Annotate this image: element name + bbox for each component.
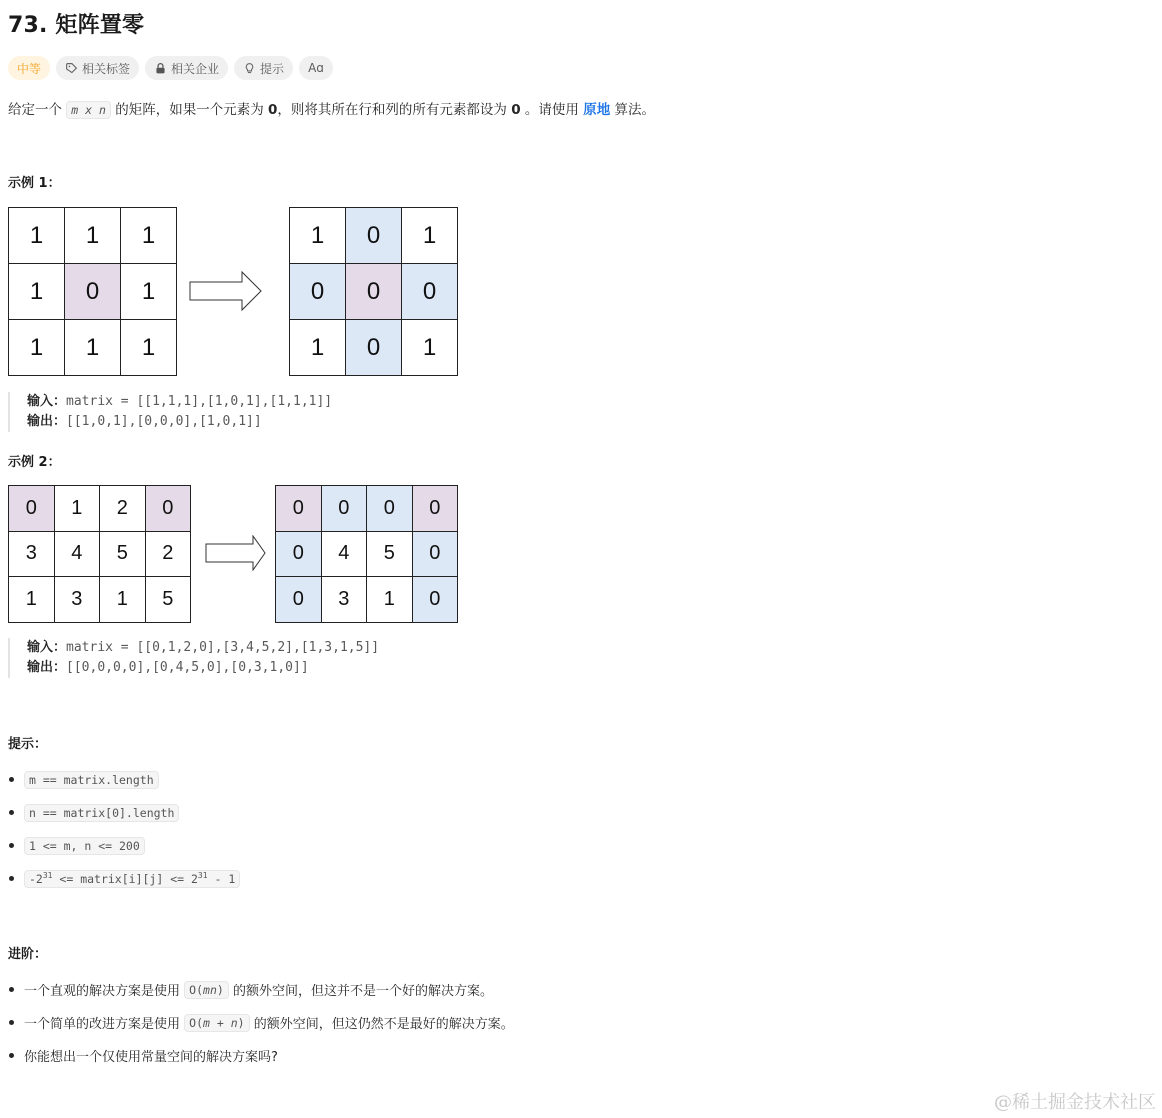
constraint-part: <= matrix[i][j] <= 2	[52, 871, 198, 886]
related-tags-label: 相关标签	[82, 61, 131, 76]
desc-text: 的矩阵，如果一个元素为	[115, 102, 264, 118]
example2-io	[8, 638, 379, 678]
example2-input-matrix	[8, 485, 191, 623]
followup-text: 一个简单的改进方案是使用	[24, 1017, 181, 1032]
constraint-code: n == matrix[0].length	[24, 804, 179, 822]
matrix-cell: 3	[54, 577, 100, 623]
hint-button[interactable]	[234, 56, 293, 80]
matrix-cell: 0	[367, 486, 413, 532]
constraint-part: - 1	[207, 871, 236, 886]
matrix-row	[276, 577, 458, 623]
followup-text: 的额外空间，但这仍然不是最好的解决方案。	[253, 1017, 514, 1032]
matrix-cell: 1	[121, 320, 177, 376]
input-label: 输入：	[27, 640, 67, 655]
constraint-part: -2	[29, 871, 43, 886]
tag-bar	[8, 56, 333, 80]
exponent: 31	[197, 870, 208, 880]
matrix-cell: 0	[145, 486, 191, 532]
matrix-row	[290, 208, 458, 264]
matrix-cell: 5	[100, 531, 146, 577]
output-label: 输出：	[27, 660, 67, 675]
tag-icon	[65, 62, 78, 75]
watermark: @稀土掘金技术社区	[994, 1092, 1156, 1113]
zero-value: 0	[511, 102, 521, 118]
example2-heading: 示例 2：	[8, 455, 61, 470]
exponent: 31	[42, 870, 53, 880]
matrix-cell: 0	[412, 486, 458, 532]
matrix-cell: 0	[276, 486, 322, 532]
matrix-cell: 0	[402, 264, 458, 320]
matrix-cell: 1	[402, 320, 458, 376]
constraints-list	[8, 763, 240, 895]
matrix-row	[9, 486, 191, 532]
example2-output-matrix	[275, 485, 458, 623]
matrix-cell: 0	[346, 264, 402, 320]
arrow-icon	[189, 270, 263, 312]
list-item	[8, 862, 240, 895]
matrix-cell: 1	[402, 208, 458, 264]
output-value: [[1,0,1],[0,0,0],[1,0,1]]	[66, 414, 262, 429]
lock-icon	[154, 62, 167, 75]
matrix-row	[9, 264, 177, 320]
matrix-row	[276, 486, 458, 532]
matrix-cell: 1	[121, 208, 177, 264]
list-item	[8, 1006, 514, 1039]
complexity-code: O(mn)	[184, 981, 229, 999]
matrix-cell: 2	[145, 531, 191, 577]
matrix-cell: 1	[367, 577, 413, 623]
example1-output-matrix	[289, 207, 458, 376]
input-value: matrix = [[0,1,2,0],[3,4,5,2],[1,3,1,5]]	[66, 640, 380, 655]
matrix-cell: 0	[9, 486, 55, 532]
example1-io	[8, 392, 332, 432]
matrix-cell: 0	[412, 531, 458, 577]
related-companies-label: 相关企业	[171, 61, 220, 76]
complexity-code: O(m + n)	[184, 1014, 249, 1032]
hint-label: 提示	[260, 61, 285, 76]
matrix-cell: 1	[54, 486, 100, 532]
constraint-code: 1 <= m, n <= 200	[24, 837, 145, 855]
followup-heading: 进阶：	[8, 947, 48, 962]
in-place-link[interactable]: 原地	[583, 102, 611, 118]
matrix-cell: 5	[145, 577, 191, 623]
matrix-row	[290, 320, 458, 376]
list-item	[8, 829, 240, 862]
matrix-cell: 1	[9, 208, 65, 264]
zero-value: 0	[268, 102, 278, 118]
constraints-heading: 提示：	[8, 737, 48, 752]
matrix-cell: 2	[100, 486, 146, 532]
followup-list	[8, 973, 514, 1072]
followup-text: 的额外空间，但这并不是一个好的解决方案。	[232, 984, 493, 999]
matrix-cell: 3	[9, 531, 55, 577]
related-companies-button[interactable]	[145, 56, 228, 80]
matrix-cell: 1	[9, 264, 65, 320]
example1-input-matrix	[8, 207, 177, 376]
difficulty-label: 中等	[17, 61, 42, 76]
matrix-cell: 0	[276, 531, 322, 577]
matrix-cell: 1	[9, 577, 55, 623]
list-item	[8, 796, 240, 829]
matrix-cell: 3	[321, 577, 367, 623]
matrix-cell: 0	[276, 577, 322, 623]
desc-text: 算法。	[614, 102, 656, 118]
matrix-size-var: m x n	[71, 103, 106, 117]
matrix-cell: 4	[321, 531, 367, 577]
font-toggle-label: Aɑ	[308, 61, 324, 75]
matrix-row	[9, 208, 177, 264]
matrix-size-code	[66, 101, 111, 119]
matrix-cell: 1	[65, 208, 121, 264]
matrix-cell: 0	[412, 577, 458, 623]
output-value: [[0,0,0,0],[0,4,5,0],[0,3,1,0]]	[66, 660, 309, 675]
input-label: 输入：	[27, 394, 67, 409]
output-label: 输出：	[27, 414, 67, 429]
matrix-cell: 1	[9, 320, 65, 376]
matrix-row	[9, 320, 177, 376]
example1-heading: 示例 1：	[8, 176, 61, 191]
related-tags-button[interactable]	[56, 56, 139, 80]
matrix-cell: 0	[346, 320, 402, 376]
matrix-cell: 1	[100, 577, 146, 623]
matrix-cell: 1	[121, 264, 177, 320]
matrix-row	[9, 531, 191, 577]
matrix-cell: 0	[321, 486, 367, 532]
desc-text: ，则将其所在行和列的所有元素都设为	[277, 102, 507, 118]
arrow-icon	[205, 535, 267, 571]
matrix-cell: 0	[346, 208, 402, 264]
input-value: matrix = [[1,1,1],[1,0,1],[1,1,1]]	[66, 394, 333, 409]
list-item	[8, 973, 514, 1006]
followup-text: 一个直观的解决方案是使用	[24, 984, 181, 999]
page-title: 73. 矩阵置零	[8, 13, 145, 38]
matrix-cell: 5	[367, 531, 413, 577]
list-item	[8, 1039, 514, 1072]
font-toggle-button[interactable]	[299, 56, 333, 80]
desc-text: 。请使用	[524, 102, 579, 118]
matrix-cell: 1	[290, 208, 346, 264]
matrix-cell: 4	[54, 531, 100, 577]
followup-text: 你能想出一个仅使用常量空间的解决方案吗?	[24, 1050, 278, 1065]
matrix-row	[276, 531, 458, 577]
constraint-code	[24, 870, 240, 888]
matrix-cell: 0	[290, 264, 346, 320]
desc-text: 给定一个	[8, 102, 62, 118]
matrix-cell: 1	[65, 320, 121, 376]
matrix-row	[290, 264, 458, 320]
matrix-cell: 1	[290, 320, 346, 376]
problem-description	[8, 98, 655, 118]
lightbulb-icon	[243, 62, 256, 75]
matrix-cell: 0	[65, 264, 121, 320]
constraint-code: m == matrix.length	[24, 771, 159, 789]
list-item	[8, 763, 240, 796]
matrix-row	[9, 577, 191, 623]
difficulty-badge[interactable]	[8, 56, 50, 80]
